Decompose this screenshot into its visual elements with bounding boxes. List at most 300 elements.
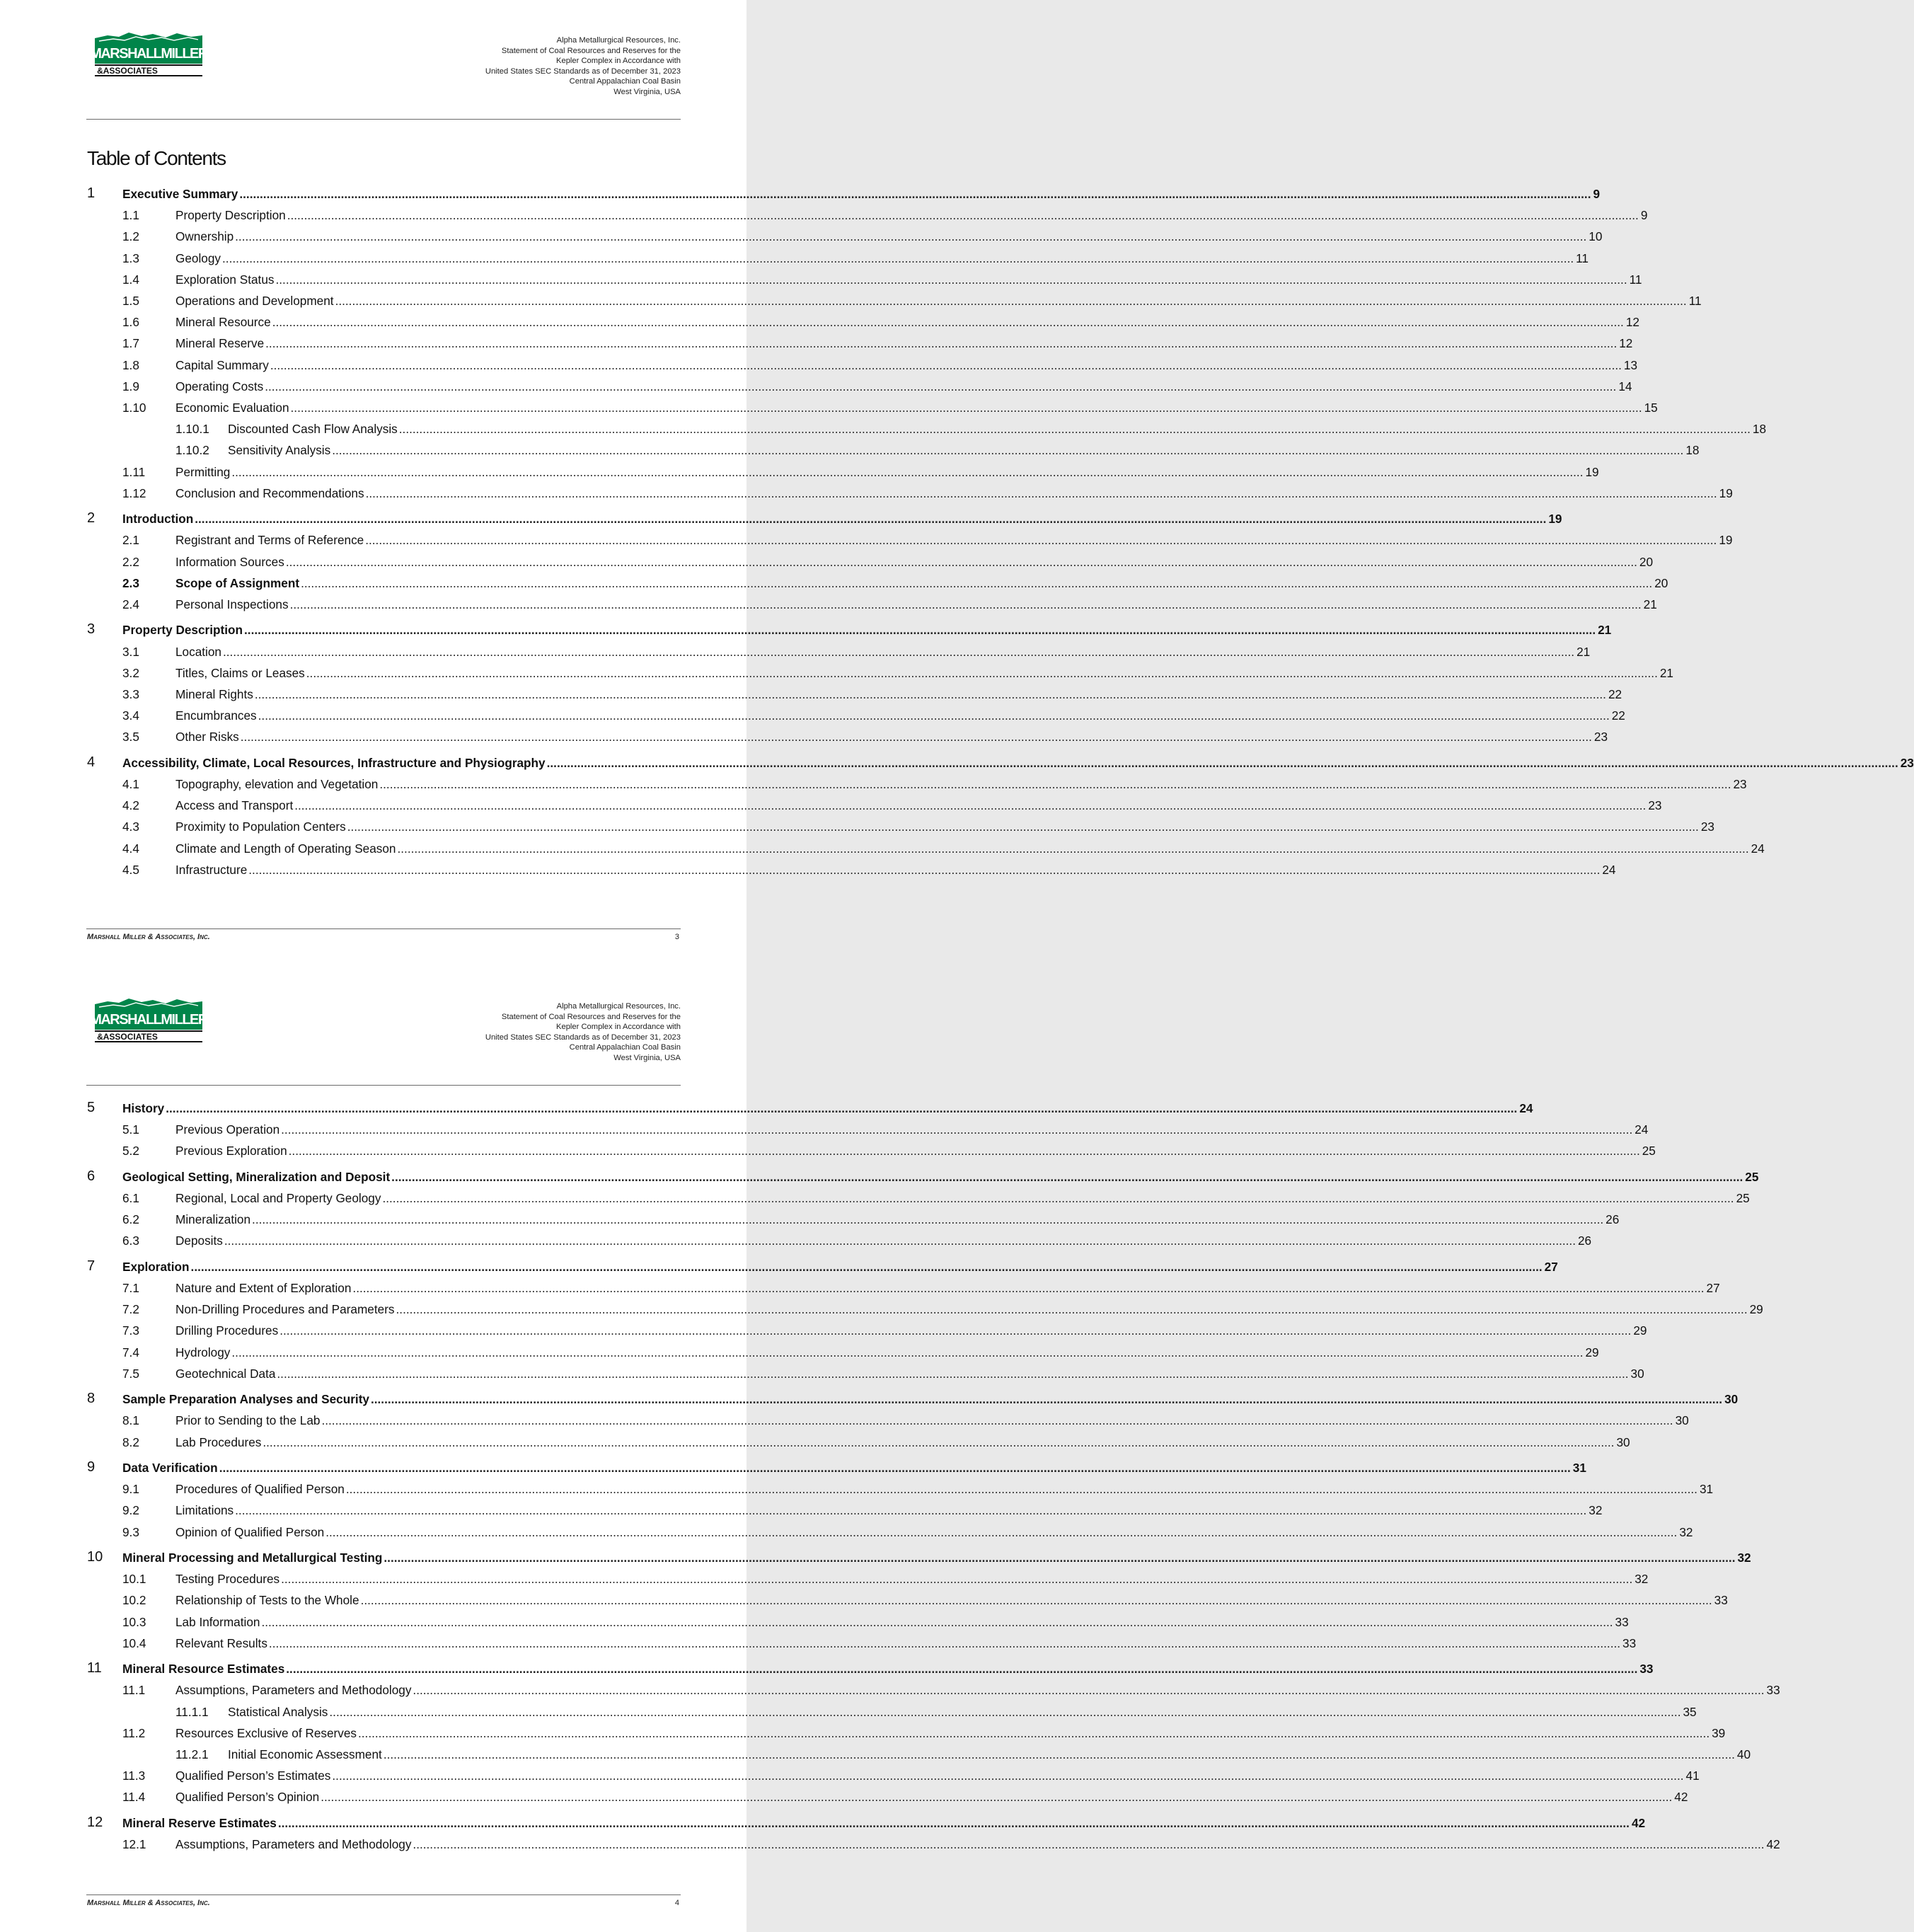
toc-entry-number: 10.3	[122, 1614, 146, 1629]
toc-entry[interactable]	[0, 1234, 1592, 1252]
toc-entry-page[interactable]: 32	[1589, 1503, 1603, 1518]
toc-entry-page[interactable]: 33	[1714, 1593, 1728, 1608]
toc-entry-page[interactable]: 11	[1629, 272, 1642, 287]
toc-entry-title[interactable]: Access and Transport	[175, 798, 294, 813]
toc-entry[interactable]	[0, 533, 1733, 551]
header-line: West Virginia, USA	[613, 1053, 681, 1062]
toc-entry-page[interactable]: 18	[1685, 443, 1700, 458]
toc-entry-number: 3.5	[122, 730, 139, 744]
toc-entry[interactable]	[0, 1413, 1689, 1432]
toc-entry[interactable]	[0, 1302, 1763, 1321]
toc-entry[interactable]	[0, 1323, 1647, 1342]
dot-leader: ................................................................................................................................................................................................................................................................................................................................................................................................................	[379, 777, 1731, 791]
toc-entry-page[interactable]: 21	[1659, 665, 1673, 680]
dot-leader: ................................................................................................................................................................................................................................................................................................................................................................................................................	[252, 1212, 1604, 1227]
toc-entry-title[interactable]: Exploration Status	[175, 272, 275, 287]
toc-entry[interactable]	[0, 443, 1700, 461]
toc-entry[interactable]	[0, 422, 1767, 440]
toc-entry[interactable]	[0, 1814, 1646, 1834]
dot-leader: ................................................................................................................................................................................................................................................................................................................................................................................................................	[277, 1366, 1629, 1381]
toc-entry-title[interactable]: Sample Preparation Analyses and Security	[122, 1392, 369, 1407]
toc-entry-page[interactable]: 31	[1572, 1461, 1586, 1475]
toc-entry-page[interactable]: 26	[1605, 1212, 1620, 1227]
toc-entry-title[interactable]: Permitting	[175, 464, 231, 479]
toc-entry-title[interactable]: Personal Inspections	[175, 597, 289, 611]
toc-entry-title[interactable]: Resources Exclusive of Reserves	[175, 1725, 357, 1740]
dot-leader: ................................................................................................................................................................................................................................................................................................................................................................................................................	[261, 1614, 1613, 1629]
header-line: Statement of Coal Resources and Reserves for the	[501, 46, 681, 55]
toc-entry-number: 4.1	[122, 777, 139, 791]
toc-entry-number: 1.8	[122, 357, 139, 372]
dot-leader: ................................................................................................................................................................................................................................................................................................................................................................................................................	[222, 644, 1575, 659]
dot-leader: ................................................................................................................................................................................................................................................................................................................................................................................................................	[332, 443, 1684, 458]
toc-entry-title[interactable]: Initial Economic Assessment	[228, 1747, 382, 1761]
report-header	[485, 35, 681, 98]
toc-entry-page[interactable]: 14	[1618, 379, 1632, 393]
toc-entry-title[interactable]: Accessibility, Climate, Local Resources, Infrastructure and Physiography	[122, 755, 546, 770]
toc-entry[interactable]	[0, 1366, 1644, 1385]
dot-leader: ................................................................................................................................................................................................................................................................................................................................................................................................................	[277, 1815, 1630, 1830]
toc-entry-page[interactable]: 11	[1688, 294, 1702, 308]
toc-entry[interactable]	[0, 1191, 1750, 1209]
toc-entry-title[interactable]: Topography, elevation and Vegetation	[175, 777, 379, 791]
toc-entry[interactable]	[0, 208, 1648, 226]
toc-entry-page[interactable]: 9	[1640, 208, 1648, 223]
toc-entry[interactable]	[0, 1482, 1714, 1500]
dot-leader: ................................................................................................................................................................................................................................................................................................................................................................................................................	[382, 1191, 1734, 1205]
toc-entry-number: 5.1	[122, 1122, 139, 1137]
toc-entry-page[interactable]: 19	[1585, 464, 1599, 479]
toc-entry[interactable]	[0, 665, 1673, 684]
toc-entry-title[interactable]: Mineral Processing and Metallurgical Testing	[122, 1551, 383, 1565]
toc-entry-title[interactable]: Mineral Rights	[175, 687, 253, 701]
toc-entry-title[interactable]: Lab Procedures	[175, 1434, 262, 1449]
toc-entry-title[interactable]: Opinion of Qualified Person	[175, 1524, 325, 1539]
toc-entry-title[interactable]: Mineral Resource Estimates	[122, 1662, 285, 1677]
toc-entry-number: 3.1	[122, 644, 139, 659]
toc-entry[interactable]	[0, 510, 1562, 530]
toc-entry-page[interactable]: 35	[1683, 1704, 1697, 1719]
toc-entry[interactable]	[0, 1593, 1728, 1611]
toc-entry[interactable]	[0, 597, 1657, 616]
dot-leader: ................................................................................................................................................................................................................................................................................................................................................................................................................	[195, 512, 1547, 527]
toc-entry[interactable]	[0, 1391, 1739, 1410]
document-page	[0, 966, 1780, 1932]
toc-entry-title[interactable]: Economic Evaluation	[175, 401, 289, 415]
toc-entry-page[interactable]: 42	[1766, 1837, 1780, 1851]
page-number: 3	[674, 933, 679, 941]
toc-entry-page[interactable]: 39	[1712, 1725, 1726, 1740]
svg-text:MARSHALLMILLER: MARSHALLMILLER	[90, 1012, 207, 1028]
toc-entry[interactable]	[0, 229, 1603, 248]
toc-entry-page[interactable]: 32	[1679, 1524, 1693, 1539]
toc-entry[interactable]	[0, 1660, 1654, 1680]
toc-entry-number: 6.2	[122, 1212, 139, 1227]
toc-entry-title[interactable]: Scope of Assignment	[175, 575, 300, 590]
toc-entry-page[interactable]: 20	[1639, 554, 1654, 569]
toc-entry[interactable]	[0, 251, 1589, 270]
toc-entry-page[interactable]: 24	[1751, 841, 1765, 856]
toc-entry-number: 10.2	[122, 1593, 146, 1608]
header-line: United States SEC Standards as of December 31, 2023	[485, 1033, 681, 1042]
dot-leader: ................................................................................................................................................................................................................................................................................................................................................................................................................	[244, 623, 1596, 638]
toc-entry-title[interactable]: Assumptions, Parameters and Methodology	[175, 1837, 412, 1851]
toc-entry-page[interactable]: 42	[1631, 1815, 1646, 1830]
toc-entry-page[interactable]: 24	[1635, 1122, 1649, 1137]
toc-entry[interactable]	[0, 1144, 1656, 1162]
toc-entry-page[interactable]: 23	[1648, 798, 1662, 813]
toc-entry-page[interactable]: 11	[1576, 251, 1589, 265]
dot-leader: ................................................................................................................................................................................................................................................................................................................................................................................................................	[347, 820, 1699, 834]
header-line: Central Appalachian Coal Basin	[569, 77, 681, 86]
toc-entry[interactable]	[0, 1683, 1780, 1701]
toc-entry-title[interactable]: Infrastructure	[175, 862, 248, 877]
toc-entry[interactable]	[0, 798, 1662, 817]
toc-entry-title[interactable]: Regional, Local and Property Geology	[175, 1191, 381, 1205]
toc-entry-number: 3.4	[122, 708, 139, 723]
toc-entry[interactable]	[0, 1168, 1759, 1188]
toc-entry-title[interactable]: Relationship of Tests to the Whole	[175, 1593, 359, 1608]
toc-entry[interactable]	[0, 1434, 1630, 1454]
toc-entry-title[interactable]: Encumbrances	[175, 708, 257, 723]
toc-entry[interactable]	[0, 708, 1625, 727]
dot-leader: ................................................................................................................................................................................................................................................................................................................................................................................................................	[265, 379, 1617, 393]
toc-entry-page[interactable]: 27	[1544, 1259, 1558, 1274]
toc-entry[interactable]	[0, 272, 1642, 291]
dot-leader: ................................................................................................................................................................................................................................................................................................................................................................................................................	[254, 687, 1606, 701]
dot-leader: ................................................................................................................................................................................................................................................................................................................................................................................................................	[258, 708, 1610, 723]
toc-entry-title[interactable]: Capital Summary	[175, 357, 269, 372]
toc-entry[interactable]	[0, 730, 1608, 748]
toc-entry-page[interactable]: 24	[1602, 862, 1616, 877]
toc-entry-number: 7.5	[122, 1366, 139, 1381]
toc-entry[interactable]	[0, 1837, 1780, 1856]
toc-entry-page[interactable]: 29	[1633, 1323, 1647, 1338]
toc-entry-title[interactable]: Data Verification	[122, 1461, 218, 1475]
toc-entry-number: 1.10.1	[175, 422, 209, 437]
toc-entry-page[interactable]: 20	[1654, 575, 1668, 590]
toc-entry-title[interactable]: Location	[175, 644, 221, 659]
toc-entry-title[interactable]: Drilling Procedures	[175, 1323, 279, 1338]
toc-entry-page[interactable]: 12	[1619, 336, 1633, 351]
toc-entry-title[interactable]: Discounted Cash Flow Analysis	[228, 422, 398, 437]
dot-leader: ................................................................................................................................................................................................................................................................................................................................................................................................................	[360, 1593, 1712, 1608]
toc-entry-page[interactable]: 12	[1625, 315, 1639, 330]
toc-entry-number: 1.12	[122, 485, 146, 500]
toc-entry-title[interactable]: Geology	[175, 251, 221, 265]
toc-entry-page[interactable]: 29	[1585, 1345, 1599, 1359]
toc-entry-title[interactable]: Nature and Extent of Exploration	[175, 1281, 352, 1295]
toc-entry-title[interactable]: Ownership	[175, 229, 234, 244]
toc-entry-title[interactable]: Operating Costs	[175, 379, 264, 393]
dot-leader: ................................................................................................................................................................................................................................................................................................................................................................................................................	[281, 1572, 1633, 1587]
dot-leader: ................................................................................................................................................................................................................................................................................................................................................................................................................	[272, 315, 1624, 330]
toc-entry-number: 11.4	[122, 1790, 146, 1805]
toc-entry-title[interactable]: Climate and Length of Operating Season	[175, 841, 396, 856]
toc-entry-number: 4.3	[122, 820, 139, 834]
toc-entry-title[interactable]: Executive Summary	[122, 187, 238, 201]
toc-entry[interactable]	[0, 1524, 1693, 1543]
toc-entry[interactable]	[0, 1100, 1533, 1120]
header-line: Kepler Complex in Accordance with	[556, 57, 681, 66]
toc-entry[interactable]	[0, 485, 1733, 505]
toc-entry-page[interactable]: 30	[1724, 1392, 1739, 1407]
toc-entry-title[interactable]: Proximity to Population Centers	[175, 820, 346, 834]
toc-entry[interactable]	[0, 621, 1612, 641]
toc-entry-title[interactable]: Operations and Development	[175, 294, 334, 308]
toc-entry-title[interactable]: Information Sources	[175, 554, 284, 569]
toc-entry-number: 2.2	[122, 554, 139, 569]
header-line: Kepler Complex in Accordance with	[556, 1023, 681, 1032]
toc-entry-page[interactable]: 23	[1733, 777, 1747, 791]
header-line: Statement of Coal Resources and Reserves for the	[501, 1012, 681, 1021]
toc-entry-number: 9	[87, 1459, 96, 1475]
toc-entry-page[interactable]: 33	[1766, 1683, 1780, 1698]
toc-entry-title[interactable]: Non-Drilling Procedures and Parameters	[175, 1302, 395, 1317]
dot-leader: ................................................................................................................................................................................................................................................................................................................................................................................................................	[288, 1144, 1640, 1158]
footer-company: Marshall Miller & Associates, Inc.	[87, 933, 210, 941]
toc-entry[interactable]	[0, 357, 1638, 376]
toc-entry-page[interactable]: 40	[1736, 1747, 1751, 1761]
toc-entry-title[interactable]: Mineral Resource	[175, 315, 271, 330]
toc-entry-title[interactable]: Statistical Analysis	[228, 1704, 328, 1719]
toc-entry[interactable]	[0, 185, 1601, 205]
toc-entry-title[interactable]: Limitations	[175, 1503, 234, 1518]
toc-entry-title[interactable]: Qualified Person’s Estimates	[175, 1769, 331, 1783]
toc-entry-page[interactable]: 19	[1719, 485, 1733, 500]
toc-entry-page[interactable]: 22	[1608, 687, 1622, 701]
toc-entry[interactable]	[0, 754, 1914, 774]
toc-entry[interactable]	[0, 401, 1658, 419]
toc-entry-number: 8.1	[122, 1413, 139, 1428]
toc-entry[interactable]	[0, 294, 1702, 312]
toc-entry-number: 1.5	[122, 294, 139, 308]
toc-entry-title[interactable]: Relevant Results	[175, 1635, 267, 1650]
toc-entry[interactable]	[0, 777, 1747, 795]
toc-entry-number: 11.2.1	[175, 1747, 209, 1761]
toc-entry-page[interactable]: 9	[1593, 187, 1601, 201]
toc-entry-page[interactable]: 32	[1635, 1572, 1649, 1587]
toc-entry[interactable]	[0, 554, 1654, 573]
toc-entry[interactable]	[0, 336, 1633, 355]
toc-entry[interactable]	[0, 464, 1599, 483]
toc-entry-page[interactable]: 23	[1593, 730, 1608, 744]
toc-entry[interactable]	[0, 575, 1668, 594]
toc-entry-page[interactable]: 26	[1577, 1234, 1592, 1248]
toc-entry[interactable]	[0, 1635, 1637, 1655]
toc-entry[interactable]	[0, 1122, 1649, 1141]
toc-entry[interactable]	[0, 1572, 1649, 1590]
toc-entry-title[interactable]: Hydrology	[175, 1345, 231, 1359]
toc-entry[interactable]	[0, 1725, 1726, 1744]
dot-leader: ................................................................................................................................................................................................................................................................................................................................................................................................................	[224, 1234, 1576, 1248]
dot-leader: ................................................................................................................................................................................................................................................................................................................................................................................................................	[391, 1169, 1743, 1184]
toc-entry-page[interactable]: 24	[1519, 1101, 1533, 1115]
toc-entry-title[interactable]: Geotechnical Data	[175, 1366, 276, 1381]
toc-entry[interactable]	[0, 687, 1622, 706]
toc-entry-page[interactable]: 33	[1622, 1635, 1637, 1650]
company-logo	[92, 31, 205, 84]
toc-entry-title[interactable]: Titles, Claims or Leases	[175, 665, 305, 680]
toc-entry-title[interactable]: Deposits	[175, 1234, 223, 1248]
toc-entry-title[interactable]: Other Risks	[175, 730, 239, 744]
toc-entry[interactable]	[0, 1769, 1700, 1787]
toc-entry-number: 1	[87, 185, 96, 201]
toc-entry[interactable]	[0, 644, 1591, 663]
toc-entry-page[interactable]: 25	[1736, 1191, 1750, 1205]
page-title: Table of Contents	[87, 147, 226, 169]
toc-entry[interactable]	[0, 820, 1714, 838]
dot-leader: ................................................................................................................................................................................................................................................................................................................................................................................................................	[397, 841, 1749, 856]
header-divider	[86, 1085, 681, 1086]
toc-entry[interactable]	[0, 1704, 1697, 1723]
dot-leader: ................................................................................................................................................................................................................................................................................................................................................................................................................	[281, 1122, 1633, 1137]
toc-entry[interactable]	[0, 1549, 1751, 1569]
toc-entry[interactable]	[0, 1503, 1603, 1522]
toc-entry-number: 9.2	[122, 1503, 139, 1518]
toc-entry[interactable]	[0, 1790, 1688, 1808]
toc-entry-page[interactable]: 27	[1706, 1281, 1720, 1295]
toc-entry-title[interactable]: Mineral Reserve	[175, 336, 265, 351]
toc-entry-number: 1.7	[122, 336, 139, 351]
dot-leader: ................................................................................................................................................................................................................................................................................................................................................................................................................	[231, 1345, 1584, 1359]
toc-entry-page[interactable]: 21	[1598, 623, 1612, 638]
toc-entry-title[interactable]: History	[122, 1101, 165, 1115]
toc-entry-number: 8.2	[122, 1434, 139, 1449]
toc-entry-title[interactable]: Lab Information	[175, 1614, 260, 1629]
toc-entry-title[interactable]: Exploration	[122, 1259, 190, 1274]
dot-leader: ................................................................................................................................................................................................................................................................................................................................................................................................................	[383, 1747, 1735, 1761]
toc-entry-page[interactable]: 21	[1643, 597, 1657, 611]
toc-entry-number: 2.3	[122, 575, 139, 590]
toc-entry-page[interactable]: 32	[1737, 1551, 1751, 1565]
toc-entry-page[interactable]: 30	[1616, 1434, 1630, 1449]
toc-entry-number: 11.1.1	[175, 1704, 209, 1719]
toc-entry-number: 7	[87, 1258, 96, 1274]
svg-text:MARSHALLMILLER: MARSHALLMILLER	[90, 46, 207, 62]
toc-entry-number: 4.4	[122, 841, 139, 856]
toc-entry-number: 2	[87, 510, 96, 527]
page-number: 4	[674, 1899, 679, 1907]
toc-entry[interactable]	[0, 1747, 1751, 1766]
toc-entry-title[interactable]: Previous Operation	[175, 1122, 280, 1137]
toc-entry-page[interactable]: 33	[1639, 1662, 1654, 1677]
toc-entry-page[interactable]: 31	[1699, 1482, 1714, 1497]
header-divider	[86, 119, 681, 120]
toc-entry-number: 1.10	[122, 401, 146, 415]
toc-entry-title[interactable]: Property Description	[122, 623, 243, 638]
toc-entry-title[interactable]: Introduction	[122, 512, 194, 527]
toc-entry-title[interactable]: Property Description	[175, 208, 286, 223]
toc-entry-page[interactable]: 22	[1611, 708, 1625, 723]
toc-entry-page[interactable]: 13	[1623, 357, 1638, 372]
toc-entry[interactable]	[0, 841, 1765, 860]
dot-leader: ................................................................................................................................................................................................................................................................................................................................................................................................................	[345, 1482, 1697, 1497]
toc-entry-page[interactable]: 19	[1548, 512, 1562, 527]
dot-leader: ................................................................................................................................................................................................................................................................................................................................................................................................................	[413, 1837, 1765, 1851]
toc-entry-title[interactable]: Conclusion and Recommendations	[175, 485, 364, 500]
dot-leader: ................................................................................................................................................................................................................................................................................................................................................................................................................	[286, 1662, 1638, 1677]
dot-leader: ................................................................................................................................................................................................................................................................................................................................................................................................................	[235, 229, 1587, 244]
report-header	[485, 1001, 681, 1064]
toc-entry-page[interactable]: 18	[1752, 422, 1767, 437]
toc-entry-page[interactable]: 23	[1900, 755, 1914, 770]
toc-entry-page[interactable]: 21	[1576, 644, 1591, 659]
toc-entry-page[interactable]: 42	[1674, 1790, 1688, 1805]
dot-leader: ................................................................................................................................................................................................................................................................................................................................................................................................................	[166, 1101, 1518, 1115]
dot-leader: ................................................................................................................................................................................................................................................................................................................................................................................................................	[335, 294, 1687, 308]
toc-entry-page[interactable]: 19	[1719, 533, 1733, 548]
toc-entry[interactable]	[0, 1258, 1558, 1278]
toc-entry-page[interactable]: 30	[1675, 1413, 1689, 1428]
toc-entry[interactable]	[0, 315, 1639, 333]
toc-entry-number: 12.1	[122, 1837, 146, 1851]
toc-entry[interactable]	[0, 1345, 1599, 1364]
toc-entry[interactable]	[0, 862, 1616, 881]
toc-entry-number: 2.4	[122, 597, 139, 611]
toc-entry-title[interactable]: Testing Procedures	[175, 1572, 280, 1587]
toc-entry-number: 3	[87, 621, 96, 638]
toc-entry-title[interactable]: Sensitivity Analysis	[228, 443, 331, 458]
toc-entry-title[interactable]: Qualified Person’s Opinion	[175, 1790, 320, 1805]
toc-entry-number: 1.1	[122, 208, 139, 223]
toc-entry[interactable]	[0, 1212, 1620, 1231]
dot-leader: ................................................................................................................................................................................................................................................................................................................................................................................................................	[270, 357, 1622, 372]
dot-leader: ................................................................................................................................................................................................................................................................................................................................................................................................................	[285, 554, 1637, 569]
dot-leader: ................................................................................................................................................................................................................................................................................................................................................................................................................	[358, 1725, 1710, 1740]
toc-entry-title[interactable]: Procedures of Qualified Person	[175, 1482, 345, 1497]
dot-leader: ................................................................................................................................................................................................................................................................................................................................................................................................................	[332, 1769, 1684, 1783]
toc-entry[interactable]	[0, 1459, 1586, 1479]
toc-entry-page[interactable]: 10	[1589, 229, 1603, 244]
toc-entry[interactable]	[0, 379, 1632, 398]
toc-entry-number: 10.1	[122, 1572, 146, 1587]
toc-entry-page[interactable]: 25	[1745, 1169, 1759, 1184]
dot-leader: ................................................................................................................................................................................................................................................................................................................................................................................................................	[190, 1259, 1543, 1274]
dot-leader: ................................................................................................................................................................................................................................................................................................................................................................................................................	[365, 533, 1717, 548]
toc-entry-page[interactable]: 29	[1749, 1302, 1763, 1317]
dot-leader: ................................................................................................................................................................................................................................................................................................................................................................................................................	[240, 730, 1592, 744]
dot-leader: ................................................................................................................................................................................................................................................................................................................................................................................................................	[370, 1392, 1723, 1407]
toc-entry-number: 11	[87, 1660, 102, 1677]
toc-entry-number: 1.9	[122, 379, 139, 393]
toc-entry-page[interactable]: 41	[1685, 1769, 1700, 1783]
toc-entry-number: 5.2	[122, 1144, 139, 1158]
toc-entry-number: 8	[87, 1391, 96, 1407]
toc-entry-title[interactable]: Mineralization	[175, 1212, 251, 1227]
toc-entry-page[interactable]: 15	[1644, 401, 1658, 415]
toc-entry-page[interactable]: 30	[1630, 1366, 1644, 1381]
toc-entry-page[interactable]: 33	[1615, 1614, 1629, 1629]
dot-leader: ................................................................................................................................................................................................................................................................................................................................................................................................................	[413, 1683, 1765, 1698]
toc-entry-number: 7.1	[122, 1281, 139, 1295]
toc-entry-title[interactable]: Previous Exploration	[175, 1144, 287, 1158]
toc-entry-title[interactable]: Prior to Sending to the Lab	[175, 1413, 321, 1428]
toc-entry-page[interactable]: 25	[1642, 1144, 1656, 1158]
dot-leader: ................................................................................................................................................................................................................................................................................................................................................................................................................	[263, 1434, 1615, 1449]
toc-entry-number: 1.4	[122, 272, 139, 287]
toc-entry-title[interactable]: Geological Setting, Mineralization and Deposit	[122, 1169, 391, 1184]
toc-entry-number: 1.11	[122, 464, 146, 479]
toc-entry-page[interactable]: 23	[1700, 820, 1714, 834]
toc-entry-number: 1.10.2	[175, 443, 209, 458]
toc-entry[interactable]	[0, 1614, 1629, 1633]
toc-entry-title[interactable]: Assumptions, Parameters and Methodology	[175, 1683, 412, 1698]
toc-entry[interactable]	[0, 1281, 1720, 1299]
toc-entry-title[interactable]: Mineral Reserve Estimates	[122, 1815, 277, 1830]
toc-entry-title[interactable]: Registrant and Terms of Reference	[175, 533, 364, 548]
dot-leader: ................................................................................................................................................................................................................................................................................................................................................................................................................	[219, 1461, 1571, 1475]
